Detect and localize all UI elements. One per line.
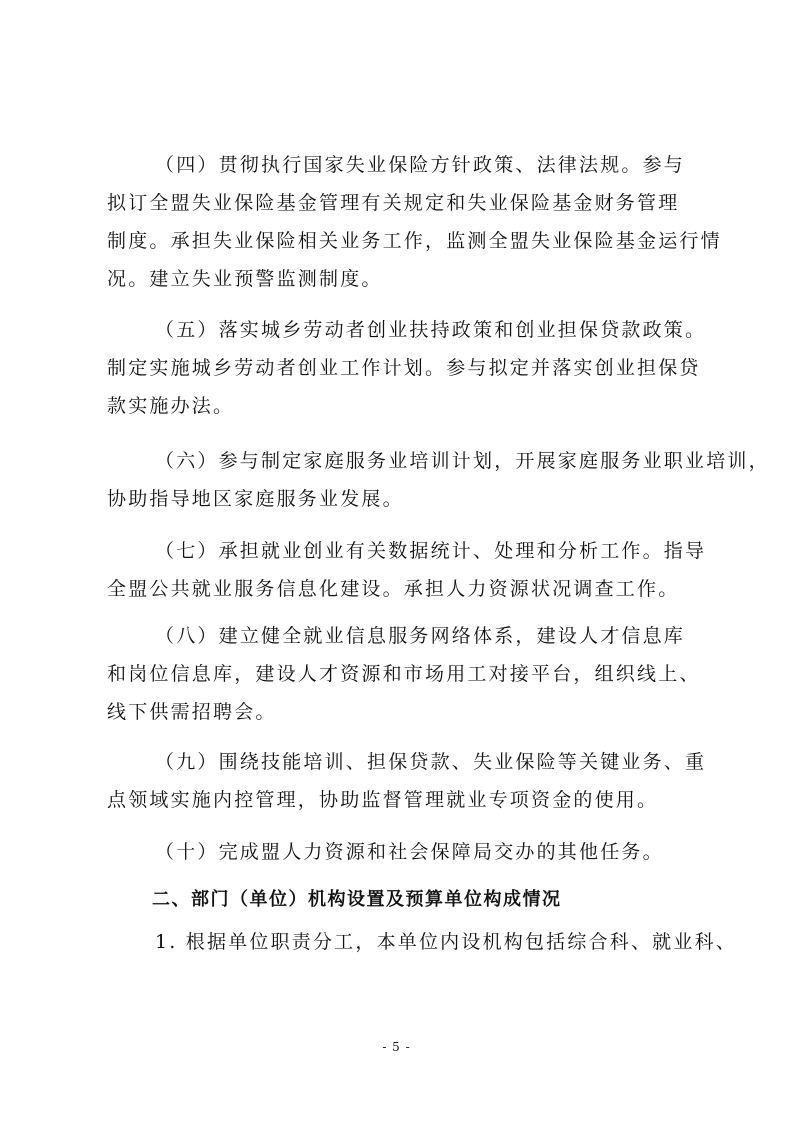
page-number: - 5 - <box>382 1040 411 1054</box>
paragraph-duty-6: （六）参与制定家庭服务业培训计划，开展家庭服务业职业培训， 协助指导地区家庭服务业发展。 <box>107 450 770 510</box>
paragraph-duty-8: （八）建立健全就业信息服务网络体系，建设人才信息库 和岗位信息库，建设人才资源和市场用工对接平台，组织线上、 线下供需招聘会。 <box>107 625 701 723</box>
paragraph-duty-5: （五）落实城乡劳动者创业扶持政策和创业担保贷款政策。 制定实施城乡劳动者创业工作计划。参与拟定并落实创业担保贷 款实施办法。 <box>107 319 707 417</box>
paragraph-duty-4: （四）贯彻执行国家失业保险方针政策、法律法规。参与 拟订全盟失业保险基金管理有关规定和失业保险基金财务管理 制度。承担失业保险相关业务工作，监测全盟失业保险基金运行情 况。建立失业预警监测制度。 <box>107 154 722 290</box>
paragraph-duty-9: （九）围绕技能培训、担保贷款、失业保险等关键业务、重 点领域实施内控管理，协助监督管理就业专项资金的使用。 <box>107 751 707 811</box>
paragraph-duty-7: （七）承担就业创业有关数据统计、处理和分析工作。指导 全盟公共就业服务信息化建设。承担人力资源状况调查工作。 <box>107 540 707 600</box>
section-heading: 二、部门（单位）机构设置及预算单位构成情况 <box>152 889 562 910</box>
paragraph-duty-10: （十）完成盟人力资源和社会保障局交办的其他任务。 <box>155 841 664 863</box>
paragraph-item-1: 1. 根据单位职责分工，本单位内设机构包括综合科、就业科、 <box>155 931 737 953</box>
